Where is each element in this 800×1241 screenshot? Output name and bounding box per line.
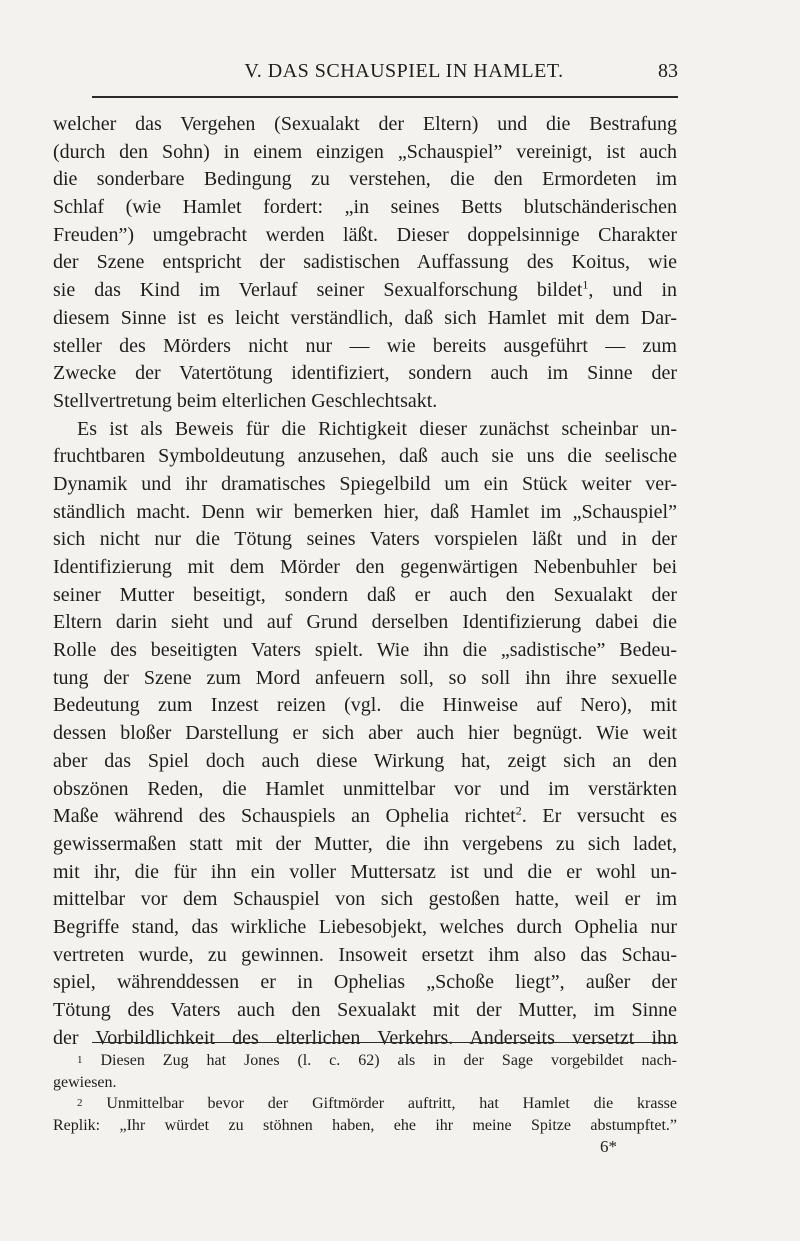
text-line: Freuden”) umgebracht werden läßt. Dieser doppelsinnige Charakter (53, 223, 677, 246)
body-text (53, 111, 677, 1052)
text-line: Dynamik und ihr dramatisches Spiegelbild um ein Stück weiter ver- (53, 472, 677, 495)
text-line: dessen bloßer Darstellung er sich aber auch hier begnügt. Wie weit (53, 722, 677, 745)
text-segment: , und in (588, 279, 677, 302)
footnote-2 (53, 1093, 677, 1115)
text-line: mittelbar vor dem Schauspiel von sich gestoßen hatte, weil er im (53, 888, 677, 911)
text-line: Tötung des Vaters auch den Sexualakt mit der Mutter, im Sinne (53, 999, 677, 1021)
footnote-line: gewiesen. (53, 1073, 117, 1091)
text-segment: sie das Kind im Verlauf seiner Sexualforschung bildet (53, 279, 583, 302)
footnote-mark: 2 (77, 1097, 83, 1110)
text-line: die sonderbare Bedingung zu verstehen, die den Ermordeten im (53, 168, 677, 191)
page-number: 83 (658, 60, 678, 82)
text-line: Rolle des beseitigten Vaters spielt. Wie ihn die „sadistische” Bedeu- (53, 639, 677, 662)
text-line: gewissermaßen statt mit der Mutter, die ihn vergebens zu sich ladet, (53, 832, 677, 855)
text-line: fruchtbaren Symboldeutung anzusehen, daß auch sie uns die seelische (53, 445, 677, 468)
text-line: sich nicht nur die Tötung seines Vaters vorspielen läßt und in der (53, 528, 677, 551)
footnote-rule (92, 1042, 678, 1043)
footnote-line: Replik: „Ihr würdet zu stöhnen haben, ehe ihr meine Spitze abstumpftet.” (53, 1116, 677, 1134)
text-line-with-footnote (53, 277, 677, 305)
text-line: seiner Mutter beseitigt, sondern daß er auch den Sexualakt der (53, 583, 677, 606)
text-line: diesem Sinne ist es leicht verständlich, daß sich Hamlet mit dem Dar- (53, 306, 677, 329)
running-header (130, 60, 678, 94)
text-line: tung der Szene zum Mord anfeuern soll, so soll ihn ihre sexuelle (53, 666, 677, 689)
text-line: Zwecke der Vatertötung identifiziert, sondern auch im Sinne der (53, 362, 677, 385)
text-line: obszönen Reden, die Hamlet unmittelbar vor und im verstärkten (53, 777, 677, 800)
text-line: Bedeutung zum Inzest reizen (vgl. die Hinweise auf Nero), mit (53, 694, 677, 717)
text-segment: . Er versucht es (521, 805, 677, 828)
text-line: der Vorbildlichkeit des elterlichen Verkehrs. Anderseits versetzt ihn (53, 1026, 677, 1049)
footnote-text: Unmittelbar bevor der Giftmörder auftritt, hat Hamlet die krasse (106, 1095, 678, 1113)
chapter-title: V. DAS SCHAUSPIEL IN HAMLET. (244, 60, 564, 82)
footnote-mark: 1 (77, 1054, 83, 1066)
text-line: Stellvertretung beim elterlichen Geschlechtsakt. (53, 389, 438, 412)
text-line: Eltern darin sieht und auf Grund derselben Identifizierung dabei die (53, 611, 677, 634)
text-line: Schlaf (wie Hamlet fordert: „in seines Betts blutschänderischen (53, 196, 677, 219)
footnote-text: Diesen Zug hat Jones (l. c. 62) als in der Sage vorgebildet nach- (100, 1052, 677, 1069)
text-line: vertreten wurde, zu gewinnen. Insoweit ersetzt ihm also das Schau- (53, 943, 677, 966)
text-line: mit ihr, die für ihn ein voller Muttersatz ist und die er wohl un- (53, 860, 677, 883)
text-line: Identifizierung mit dem Mörder den gegenwärtigen Nebenbuhler bei (53, 556, 677, 578)
text-line: ständlich macht. Denn wir bemerken hier, daß Hamlet im „Schauspiel” (53, 500, 677, 523)
text-line: welcher das Vergehen (Sexualakt der Eltern) und die Bestrafung (53, 113, 677, 135)
text-line: steller des Mörders nicht nur — wie bereits ausgeführt — zum (53, 334, 677, 357)
text-line: aber das Spiel doch auch diese Wirkung hat, zeigt sich an den (53, 749, 677, 772)
text-segment: Maße während des Schauspiels an Ophelia richtet (53, 805, 516, 828)
footnote-ref-2: 2 (515, 803, 522, 818)
footnotes (53, 1050, 677, 1136)
printer-signature: 6* (600, 1137, 617, 1156)
text-line: spiel, währenddessen er in Ophelias „Schoße liegt”, außer der (53, 971, 677, 994)
text-line: Begriffe stand, das wirkliche Liebesobjekt, welches durch Ophelia nur (53, 915, 677, 938)
footnote-1 (53, 1050, 677, 1072)
text-line: (durch den Sohn) in einem einzigen „Schauspiel” vereinigt, ist auch (53, 140, 677, 163)
text-line-with-footnote (53, 803, 677, 831)
header-rule (92, 96, 678, 98)
text-line: Es ist als Beweis für die Richtigkeit dieser zunächst scheinbar un- (77, 417, 677, 440)
footnote-ref-1: 1 (582, 277, 589, 292)
text-line: der Szene entspricht der sadistischen Auffassung des Koitus, wie (53, 251, 677, 274)
